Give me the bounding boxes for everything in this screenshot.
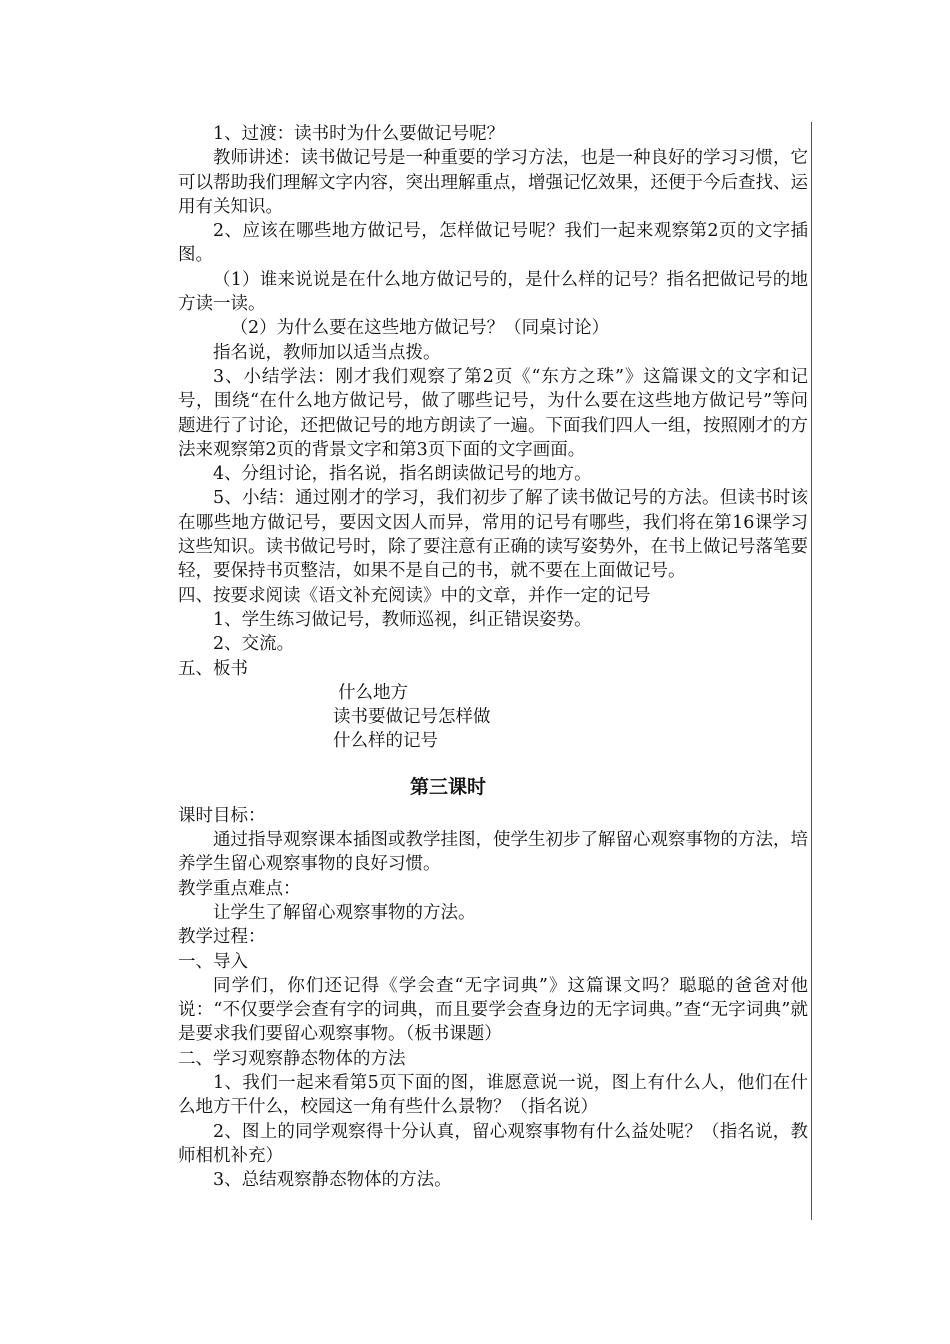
paragraph: 教学重点难点： <box>178 878 301 899</box>
document-body <box>178 122 808 1192</box>
paragraph: 2、图上的同学观察得十分认真，留心观察事物有什么益处呢？（指名说，教师相机补充） <box>178 1121 808 1166</box>
paragraph: 1、学生练习做记号，教师巡视，纠正错误姿势。 <box>213 609 592 630</box>
paragraph: 4、分组讨论，指名说，指名朗读做记号的地方。 <box>213 464 592 485</box>
paragraph: 2、应该在哪些地方做记号，怎样做记号呢？我们一起来观察第2页的文字插图。 <box>178 221 808 266</box>
paragraph: 二、学习观察静态物体的方法 <box>178 1048 406 1069</box>
table-right-border <box>811 122 812 1220</box>
paragraph: 5、小结：通过刚才的学习，我们初步了解了读书做记号的方法。但读书时该在哪些地方做记号，要因文因人而异，常用的记号有哪些，我们将在第16课学习这些知识。读书做记号时，除了要注意有正确的读写姿势外，在书上做记号落笔要轻，要保持书页整洁，如果不是自己的书，就不要在上面做记号。 <box>178 488 808 582</box>
paragraph: （2）为什么要在这些地方做记号？（同桌讨论） <box>230 318 610 339</box>
blackboard-notes <box>178 681 808 754</box>
paragraph: 通过指导观察课本插图或教学挂图，使学生初步了解留心观察事物的方法，培养学生留心观察事物的良好习惯。 <box>178 830 808 875</box>
paragraph: 课时目标： <box>178 805 266 826</box>
board-line: 读书要做记号怎样做 <box>333 707 491 728</box>
lesson-title: 第三课时 <box>409 775 486 798</box>
paragraph: 五、板书 <box>178 658 248 679</box>
paragraph: 教师讲述：读书做记号是一种重要的学习方法，也是一种良好的学习习惯，它可以帮助我们理解文字内容，突出理解重点，增强记忆效果，还便于今后查找、运用有关知识。 <box>178 148 808 217</box>
board-line: 什么样的记号 <box>333 731 438 752</box>
paragraph: （1）谁来说说是在什么地方做记号的，是什么样的记号？指名把做记号的地方读一读。 <box>178 269 808 315</box>
paragraph: 3、总结观察静态物体的方法。 <box>213 1170 452 1191</box>
paragraph: 四、按要求阅读《语文补充阅读》中的文章，并作一定的记号 <box>178 585 651 606</box>
paragraph: 同学们，你们还记得《学会查“无字词典”》这篇课文吗？聪聪的爸爸对他说：“不仅要学会查有字的词典，而且要学会查身边的无字词典。”查“无字词典”就是要求我们要留心观察事物。（板书课题） <box>178 975 808 1045</box>
paragraph: 1、过渡：读书时为什么要做记号呢？ <box>213 124 505 144</box>
paragraph: 3、小结学法：刚才我们观察了第2页《“东方之珠”》这篇课文的文字和记号，围绕“在什么地方做记号，做了哪些记号，为什么要在这些地方做记号”等问题进行了讨论，还把做记号的地方朗读了一遍。下面我们四人一组，按照刚才的方法来观察第2页的背景文字和第3页下面的文字画面。 <box>178 366 808 460</box>
board-line: 什么地方 <box>338 682 408 703</box>
paragraph: 指名说，教师加以适当点拨。 <box>213 342 441 363</box>
paragraph: 一、导入 <box>178 951 248 972</box>
lesson-two-steps <box>178 122 808 681</box>
lesson-three-plan <box>178 804 808 1193</box>
paragraph: 教学过程： <box>178 927 266 948</box>
paragraph: 让学生了解留心观察事物的方法。 <box>213 902 476 923</box>
paragraph: 1、我们一起来看第5页下面的图，谁愿意说一说，图上有什么人，他们在什么地方干什么，校园这一角有些什么景物？（指名说） <box>178 1072 808 1118</box>
paragraph: 2、交流。 <box>213 634 295 655</box>
